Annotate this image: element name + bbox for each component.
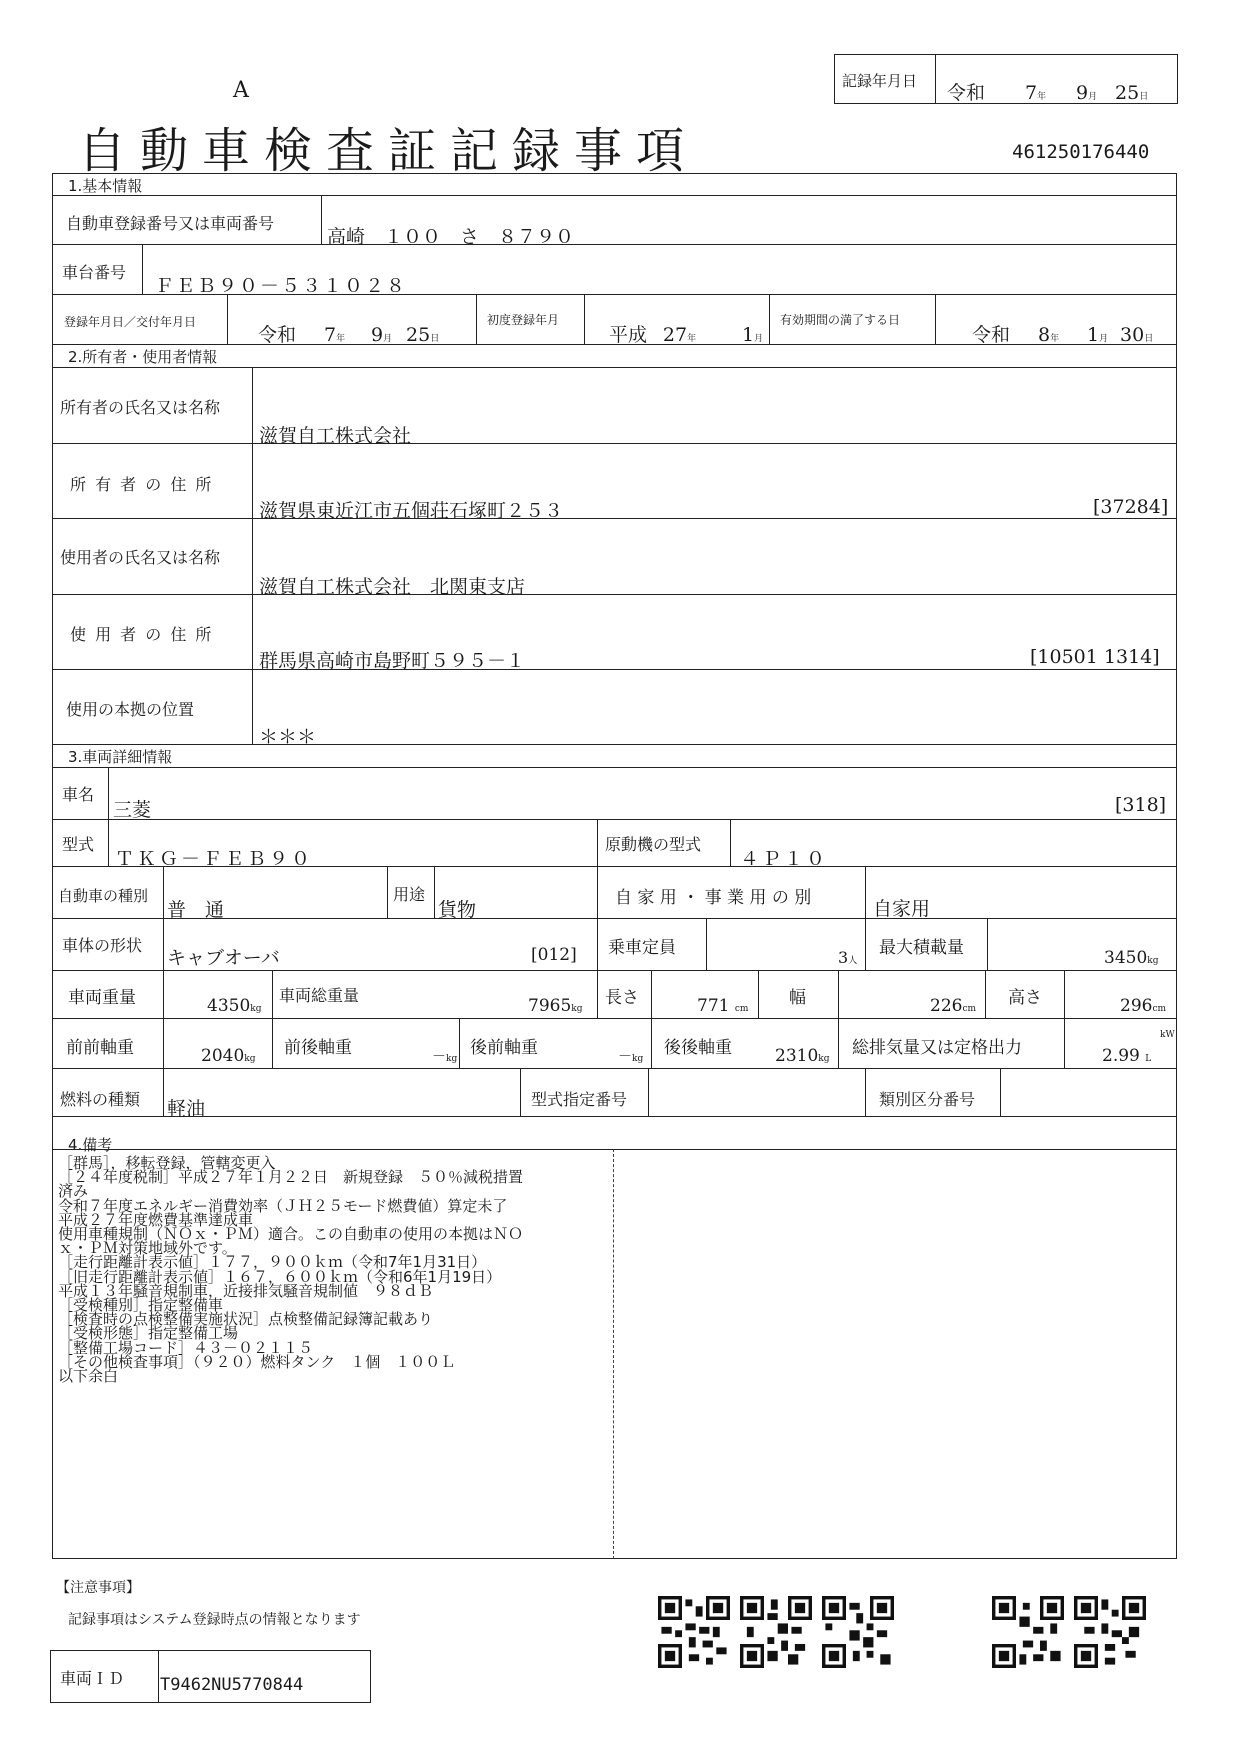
max-load-label: 最大積載量 [879,938,964,958]
front-front-axle: 2040kg [201,1046,256,1066]
capacity: 3人 [838,948,858,967]
notice-text: 記録事項はシステム登録時点の情報となります [68,1612,361,1628]
remarks-text [58,1154,618,1386]
remark-line: 使用車種規制（ＮＯｘ・ＰＭ）適合。この自動車の使用の本拠はＮＯ [58,1225,524,1244]
chassis-label: 車台番号 [62,263,127,282]
record-date: 令和 7年 9月 25日 [947,82,1149,104]
owner-address-label: 所 有 者 の 住 所 [70,475,214,494]
front-rear-axle-label: 前後軸重 [284,1038,352,1058]
record-date-label: 記録年月日 [842,72,918,90]
base-location: ＊＊＊ [259,726,317,748]
weight-label: 車両重量 [68,988,136,1008]
height-label: 高さ [1008,988,1042,1008]
remark-line: ｘ・ＰＭ対策地域外です。 [58,1239,237,1258]
user-address-label: 使 用 者 の 住 所 [70,625,214,644]
rear-rear-axle-label: 後後軸重 [664,1038,732,1058]
remark-line: 済み [58,1182,89,1201]
body-shape-code: [012] [531,945,577,965]
gross-weight: 7965kg [528,996,583,1016]
section1-title: 1.基本情報 [68,177,143,195]
section4-title: 4.備考 [68,1136,113,1154]
displacement: 2.99 L [1102,1046,1152,1066]
use: 貨物 [438,899,477,921]
body-shape: キャブオーバ [167,947,280,969]
fuel-type-label: 燃料の種類 [60,1090,141,1109]
category: 普 通 [167,899,225,921]
rear-front-axle-label: 後前軸重 [470,1038,538,1058]
chassis-number: ＦＥＢ９０－５３１０２８ [155,275,408,297]
use-label: 用途 [393,885,426,904]
qr-code [740,1596,812,1668]
width-label: 幅 [789,988,806,1008]
rear-rear-axle: 2310kg [775,1046,830,1066]
first-reg-date: 平成 27年 1月 [609,324,764,346]
length-label: 長さ [605,988,639,1008]
remark-line: ［走行距離計表示値］１７７，９００ｋｍ（令和7年1月31日） [58,1253,487,1272]
issue-date: 令和 7年 9月 25日 [258,324,440,346]
private-business-label: 自 家 用 ・ 事 業 用 の 別 [615,888,812,908]
issue-date-label: 登録年月日／交付年月日 [64,315,197,329]
model: ＴＫＧ－ＦＥＢ９０ [115,848,314,870]
user-name-label: 使用者の氏名又は名称 [60,548,221,567]
vehicle-name-label: 車名 [62,785,95,804]
notice-title: 【注意事項】 [56,1580,140,1596]
document-title: 自動車検査証記録事項 [78,123,699,179]
qr-code [992,1596,1064,1668]
category-label: 自動車の種別 [58,887,149,905]
remark-line: 平成２７年度燃費基準達成車 [58,1210,254,1229]
displacement-label: 総排気量又は定格出力 [852,1038,1022,1058]
owner-name-label: 所有者の氏名又は名称 [60,398,221,417]
capacity-label: 乗車定員 [608,938,676,958]
remark-line: ［整備工場コード］４３－０２１１５ [58,1338,314,1357]
first-reg-label: 初度登録年月 [487,313,560,327]
user-code: [10501 1314] [1030,646,1160,668]
fuel-type: 軽油 [167,1098,206,1120]
remark-line: ［群馬］，移転登録，管轄変更入 [58,1154,276,1172]
width: 226cm [930,996,977,1016]
reg-number: 高崎 １００ さ ８７９０ [327,226,575,248]
remark-line: 令和７年度エネルギー消費効率（ＪＨ２５モード燃費値）算定未了 [58,1196,508,1215]
document-number: 461250176440 [1012,141,1150,163]
remark-line: ［受検形態］指定整備工場 [58,1324,239,1343]
weight: 4350kg [207,996,262,1016]
remark-line: ［その他検査事項］（９２０）燃料タンク １個 １００Ｌ [58,1352,456,1371]
body-shape-label: 車体の形状 [62,936,143,955]
form-letter: A [233,78,249,103]
height: 296cm [1120,996,1167,1016]
remark-line: ［２４年度税制］平成２７年１月２２日 新規登録 ５０％減税措置 [58,1168,524,1187]
vehicle-name: 三菱 [113,799,152,821]
expiry-date: 令和 8年 1月 30日 [972,324,1154,346]
vehicle-id-label: 車両ＩＤ [60,1669,125,1688]
max-load: 3450kg [1104,948,1159,968]
owner-code: [37284] [1093,496,1169,518]
private-business: 自家用 [873,898,931,920]
gross-weight-label: 車両総重量 [279,986,360,1005]
front-front-axle-label: 前前軸重 [66,1038,134,1058]
type-cert-label: 型式指定番号 [531,1090,628,1109]
remark-line: 以下余白 [58,1367,119,1386]
owner-name: 滋賀自工株式会社 [259,425,412,447]
user-address: 群馬県高崎市島野町５９５－１ [259,650,526,672]
rear-front-axle: －kg [618,1049,644,1065]
front-rear-axle: －kg [432,1049,458,1065]
engine-model: ４Ｐ１０ [740,848,829,870]
vehicle-name-code: [318] [1115,794,1167,816]
owner-address: 滋賀県東近江市五個荘石塚町２５３ [259,500,564,522]
expiry-label: 有効期間の満了する日 [780,313,901,327]
remark-line: ［旧走行距離計表示値］１６７，６００ｋｍ（令和6年1月19日） [58,1267,502,1286]
remark-line: 平成１３年騒音規制車，近接排気騒音規制値 ９８ｄＢ [58,1281,434,1300]
length: 771 cm [697,996,749,1016]
displacement-unit-kw: kW [1160,1030,1175,1040]
qr-code [822,1596,894,1668]
remark-line: ［受検種別］指定整備車 [58,1296,224,1315]
engine-model-label: 原動機の型式 [605,835,702,854]
qr-code [658,1596,730,1668]
remark-line: ［検査時の点検整備実施状況］点検整備記録簿記載あり [58,1310,434,1329]
user-name: 滋賀自工株式会社 北関東支店 [259,576,526,598]
reg-number-label: 自動車登録番号又は車両番号 [66,214,275,233]
vehicle-id: T9462NU5770844 [160,1675,304,1695]
section3-title: 3.車両詳細情報 [68,748,173,766]
base-location-label: 使用の本拠の位置 [66,700,195,719]
model-label: 型式 [62,835,95,854]
class-number-label: 類別区分番号 [879,1090,976,1109]
qr-code [1074,1596,1146,1668]
section2-title: 2.所有者・使用者情報 [68,348,218,366]
